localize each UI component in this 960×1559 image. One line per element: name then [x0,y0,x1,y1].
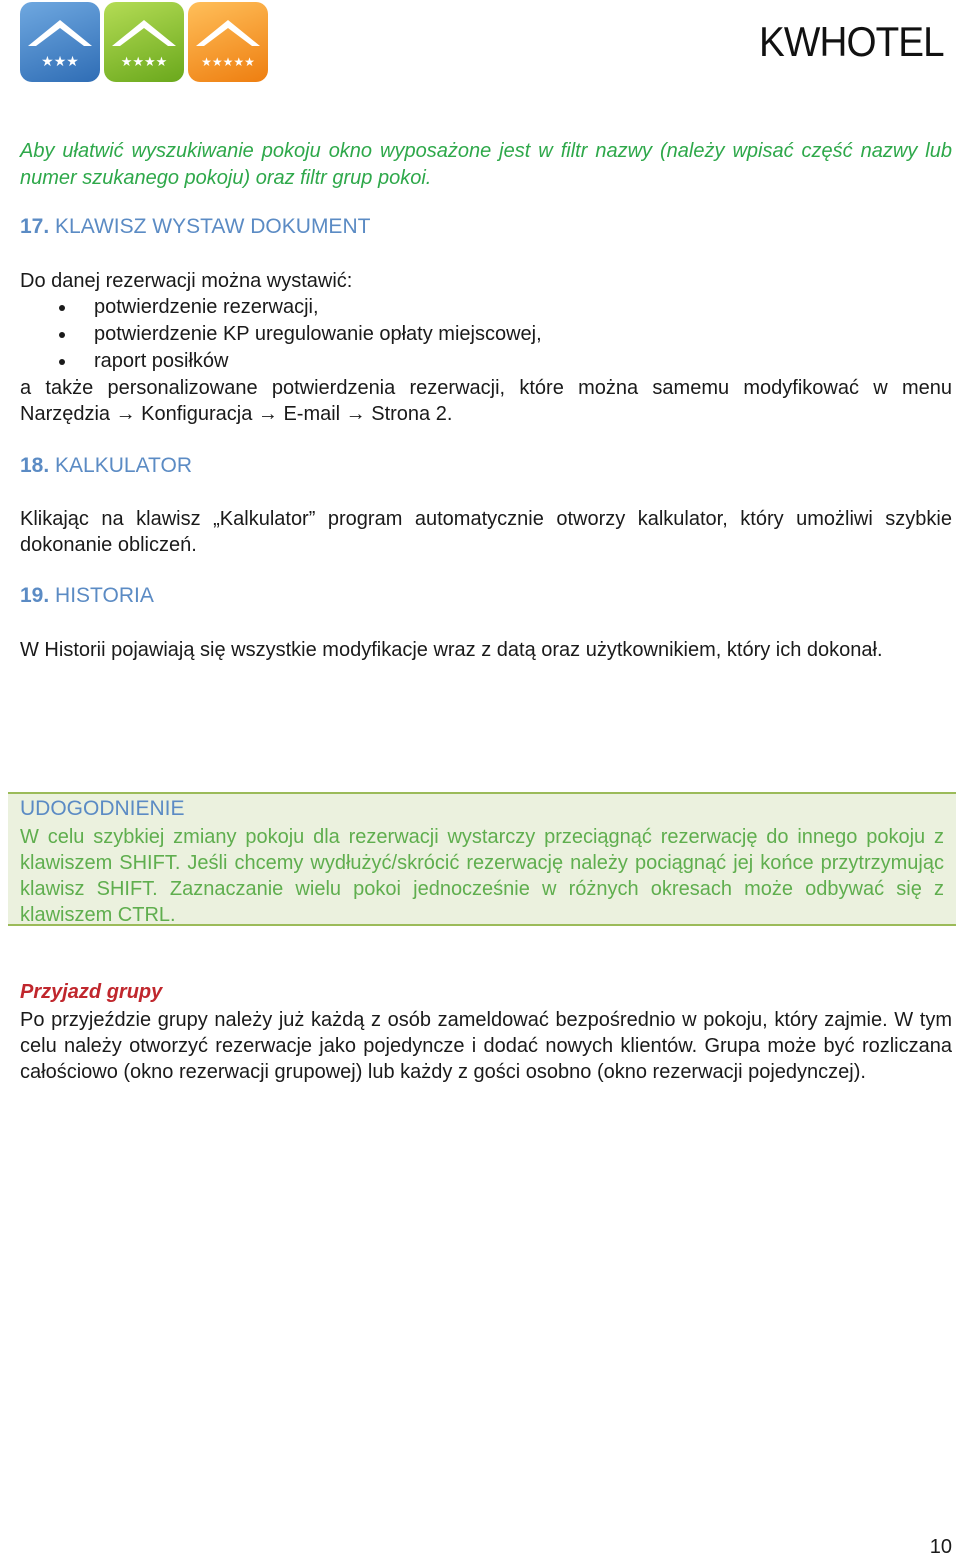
section-number: 19. [20,584,50,607]
list-item: raport posiłków [20,348,952,375]
document-type-list [20,294,952,375]
section-number: 17. [20,215,50,238]
svg-text:★★★★: ★★★★ [120,55,168,70]
section-17-lead: Do danej rezerwacji można wystawić: [20,270,353,292]
page-number: 10 [929,1536,952,1558]
logo-tile-orange [188,2,268,82]
section-19-heading [20,584,154,608]
section-17-body [20,268,952,427]
section-17-heading [20,215,370,239]
section-19-body: W Historii pojawiają się wszystkie modyfikacje wraz z datą oraz użytkownikiem, który ich dokonał. [20,639,883,661]
section-17-tail: a także personalizowane potwierdzenia rezerwacji, które można samemu modyfikować w menu Narzędzia → Konfiguracja → E-mail → Strona 2. [20,377,952,425]
section-title: KLAWISZ WYSTAW DOKUMENT [55,215,371,238]
svg-text:★★★★★: ★★★★★ [201,55,255,69]
house-roof-icon [104,2,184,82]
group-arrival-body: Po przyjeździe grupy należy już każdą z osób zameldować bezpośrednio w pokoju, który zajmie. W tym celu należy otworzyć rezerwacje jako pojedyncze i dodać nowych klientów. Grupa może być rozliczana całościowo (okno rezerwacji grupowej) lub każdy z gości osobno (okno rezerwacji pojedynczej). [20,1009,952,1083]
section-18-body: Klikając na klawisz „Kalkulator” program automatycznie otworzy kalkulator, który umożliwi szybkie dokonanie obliczeń. [20,508,952,556]
group-arrival-title: Przyjazd grupy [20,981,163,1003]
hotel-logo [20,2,268,82]
section-number: 18. [20,454,50,477]
list-item: potwierdzenie KP uregulowanie opłaty miejscowej, [20,321,952,348]
intro-paragraph: Aby ułatwić wyszukiwanie pokoju okno wyposażone jest w filtr nazwy (należy wpisać część nazwy lub numer szukanego pokoju) oraz filtr grup pokoi. [20,140,952,189]
svg-text:★★★: ★★★ [41,54,79,70]
tip-title: UDOGODNIENIE [20,797,185,820]
house-roof-icon [20,2,100,82]
list-item: potwierdzenie rezerwacji, [20,294,952,321]
brand-name: KWHOTEL [759,18,944,65]
logo-tile-blue [20,2,100,82]
house-roof-icon [188,2,268,82]
section-title: KALKULATOR [55,454,192,477]
section-18-heading [20,454,192,478]
logo-tile-green [104,2,184,82]
tip-box [8,792,956,926]
tip-body: W celu szybkiej zmiany pokoju dla rezerwacji wystarczy przeciągnąć rezerwację do innego pokoju z klawiszem SHIFT. Jeśli chcemy wydłużyć/skrócić rezerwację należy pociągnąć jej końce przytrzymując klawisz SHIFT. Zaznaczanie wielu pokoi jednocześnie w różnych okresach może odbywać się z klawiszem CTRL. [20,826,944,926]
section-title: HISTORIA [55,584,154,607]
